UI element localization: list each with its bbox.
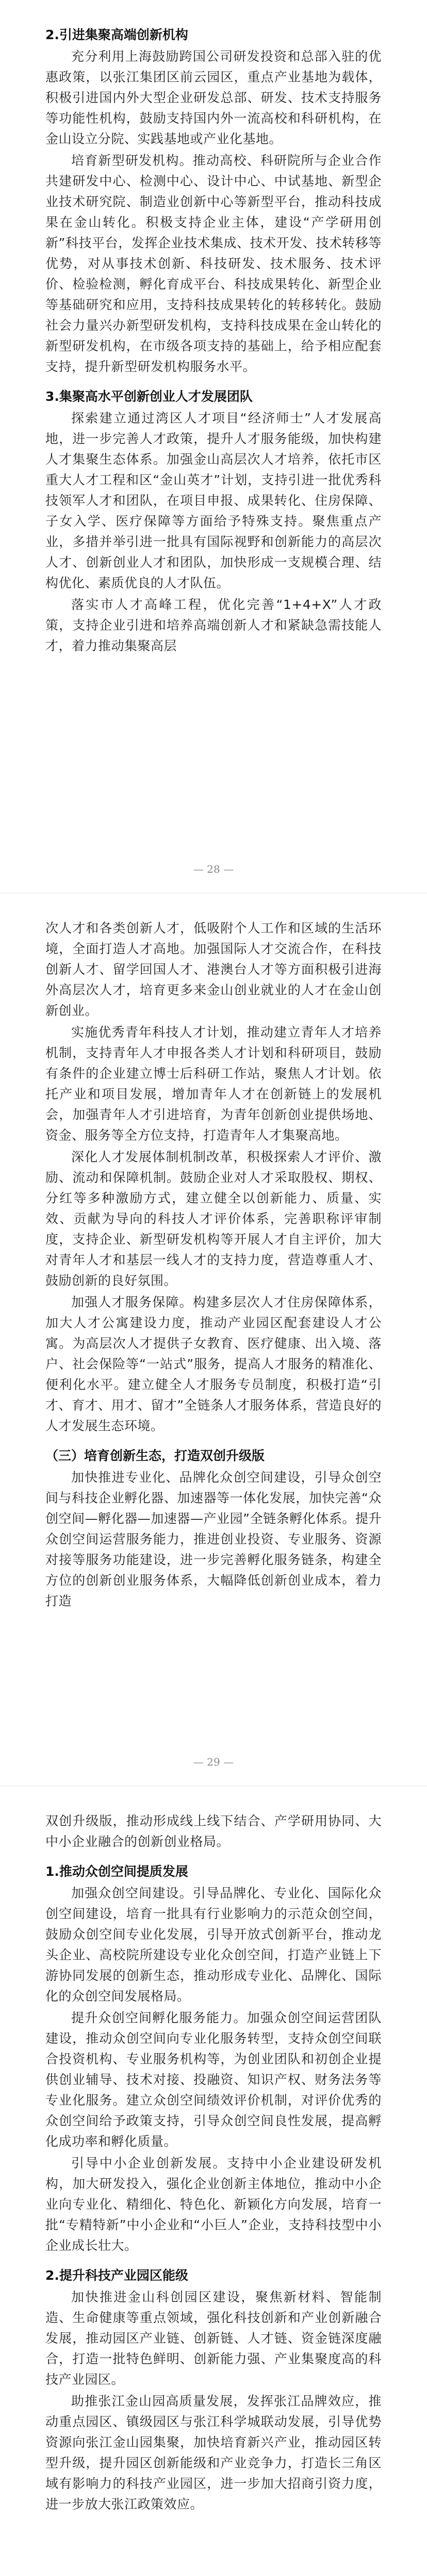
- document-page: [0, 893, 427, 1786]
- section-heading: （三）培育创新生态，打造双创升级版: [45, 1448, 265, 1463]
- body-paragraph: 加快推进专业化、品牌化众创空间建设，引导众创空间与科技企业孵化器、加速器等一体化发展，加快完善“众创空间—孵化器—加速器—产业园”全链条孵化体系。提升众创空间运营服务能力，推进创业投资、专业服务、资源对接等服务功能建设，进一步完善孵化服务链条，构建全方位的创新创业服务体系，大幅降低创新创业成本，着力打造: [45, 1470, 382, 1608]
- body-paragraph: 助推张江金山园高质量发展，发挥张江品牌效应，推动重点园区、镇级园区与张江科学城联动发展，引导优势资源向张江金山园集聚，加快培育新兴产业，推动园区转型升级，提升园区创新能级和产业竞争力，打造长三角区域有影响力的科技产业园区，进一步加大招商引资力度，进一步放大张江政策效应。: [45, 2394, 382, 2512]
- body-paragraph: 落实市人才高峰工程，优化完善“1+4+X”人才政策，支持企业引进和培养高端创新人才和紧缺急需技能人才，着力推动集聚高层: [45, 597, 382, 653]
- body-paragraph: 次人才和各类创新人才，低吸附个人工作和区域的生活环境，全面打造人才高地。加强国际人才交流合作，在科技创新人才、留学回国人才、港澳台人才等方面积极引进海外高层次人才，培育更多来金山创业就业的人才在金山创新创业。: [45, 921, 382, 1018]
- body-paragraph: 培育新型研发机构。推动高校、科研院所与企业合作共建研发中心、检测中心、设计中心、中试基地、新型企业技术研究院、制造业创新中心等新型平台，推动科技成果在金山转化。积极支持企业主体，建设“产学研用创新”科技平台，发挥企业技术集成、技术开发、技术转移等优势，对从事技术创新、科技研发、技术服务、技术评价、检验检测，孵化育成平台、科技成果转化、新型企业等基础研究和应用，支持科技成果转化的转移转化。鼓励社会力量兴办新型研发机构，支持科技成果在金山转化的新型研发机构，在市级各项支持的基础上，给予相应配套支持，提升新型研发机构服务水平。: [45, 153, 382, 374]
- section-heading: 2.提升科技产业园区能级: [45, 2268, 188, 2283]
- section-heading: 3.集聚高水平创新创业人才发展团队: [45, 389, 253, 404]
- body-paragraph: 实施优秀青年科技人才计划，推动建立青年人才培养机制，支持青年人才申报各类人才计划和科研项目，鼓励有条件的企业建立博士后科研工作站，聚焦人才计划。依托产业和项目发展，增加青年人才在创新链上的发展机会，加强青年人才引进培育，为青年创新创业提供场地、资金、服务等全方位支持，打造青年人才集聚高地。: [45, 1025, 382, 1143]
- document-page: [0, 1786, 427, 2576]
- body-paragraph: 加强众创空间建设。引导品牌化、专业化、国际化众创空间建设，培育一批具有行业影响力的示范众创空间，鼓励众创空间专业化发展，引导开放式创新平台，推动龙头企业、高校院所建设专业化众创空间，打造产业链上下游协同发展的创新生态，推动形成专业化、品牌化、国际化的众创空间发展格局。: [45, 1886, 382, 2004]
- page-number: — 28 —: [193, 863, 234, 875]
- body-paragraph: 深化人才发展体制机制改革，积极探索人才评价、激励、流动和保障机制。鼓励企业对人才采取股权、期权、分红等多种激励方式，建立健全以创新能力、质量、实效、贡献为导向的科技人才评价体系，完善职称评审制度，支持企业、新型研发机构等开展人才自主评价，加大对青年人才和基层一线人才的支持力度，营造尊重人才、鼓励创新的良好氛围。: [45, 1149, 382, 1288]
- body-paragraph: 加强人才服务保障。构建多层次人才住房保障体系，加大人才公寓建设力度，推动产业园区配套建设人才公寓。为高层次人才提供子女教育、医疗健康、出入境、落户、社会保险等“一站式”服务，提高人才服务的精准化、便利化水平。建立健全人才服务专员制度，积极打造“引才、育才、用才、留才”全链条人才服务体系，营造良好的人才发展生态环境。: [45, 1295, 382, 1433]
- section-heading: 2.引进集聚高端创新机构: [45, 27, 188, 42]
- body-paragraph: 提升众创空间孵化服务能力。加强众创空间运营团队建设，推动众创空间向专业化服务转型，支持众创空间联合投资机构、专业服务机构等，为创业团队和初创企业提供创业辅导、技术对接、投融资、知识产权、财务法务等专业化服务。建立众创空间绩效评价机制，对评价优秀的众创空间给予政策支持，引导众创空间良性发展，提高孵化成功率和孵化质量。: [45, 2010, 382, 2149]
- document-page: [0, 0, 427, 893]
- section-heading: 1.推动众创空间提质发展: [45, 1864, 188, 1879]
- body-paragraph: 引导中小企业创新发展。支持中小企业建设研发机构，加大研发投入，强化企业创新主体地位，推动中小企业向专业化、精细化、特色化、新颖化方向发展，培育一批“专精特新”中小企业和“小巨人”企业，支持科技型中小企业成长壮大。: [45, 2156, 382, 2253]
- body-paragraph: 加快推进金山科创园区建设，聚焦新材料、智能制造、生命健康等重点领域，强化科技创新和产业创新融合发展，推动园区产业链、创新链、人才链、资金链深度融合，打造一批特色鲜明、创新能力强、产业集聚度高的科技产业园区。: [45, 2290, 382, 2387]
- page-number: — 29 —: [193, 1756, 234, 1768]
- body-paragraph: 充分利用上海鼓励跨国公司研发投资和总部入驻的优惠政策，以张江集团区前云园区，重点产业基地为载体，积极引进国内外大型企业研发总部、研发、技术支持服务等功能性机构，鼓励支持国内外一流高校和科研机构，在金山设立分院、实践基地或产业化基地。: [45, 49, 382, 146]
- body-paragraph: 双创升级版，推动形成线上线下结合、产学研用协同、大中小企业融合的创新创业格局。: [45, 1814, 382, 1849]
- body-paragraph: 探索建立通过湾区人才项目“经济师士”人才发展高地，进一步完善人才政策，提升人才服务能级，加快构建人才集聚生态体系。加强金山高层次人才培养，依托市区重大人才工程和区“金山英才”计划，支持引进一批优秀科技领军人才和团队，在项目申报、成果转化、住房保障、子女入学、医疗保障等方面给予特殊支持。聚焦重点产业，多措并举引进一批具有国际视野和创新能力的高层次人才、创新创业人才和团队，加快形成一支规模合理、结构优化、素质优良的人才队伍。: [45, 411, 382, 590]
